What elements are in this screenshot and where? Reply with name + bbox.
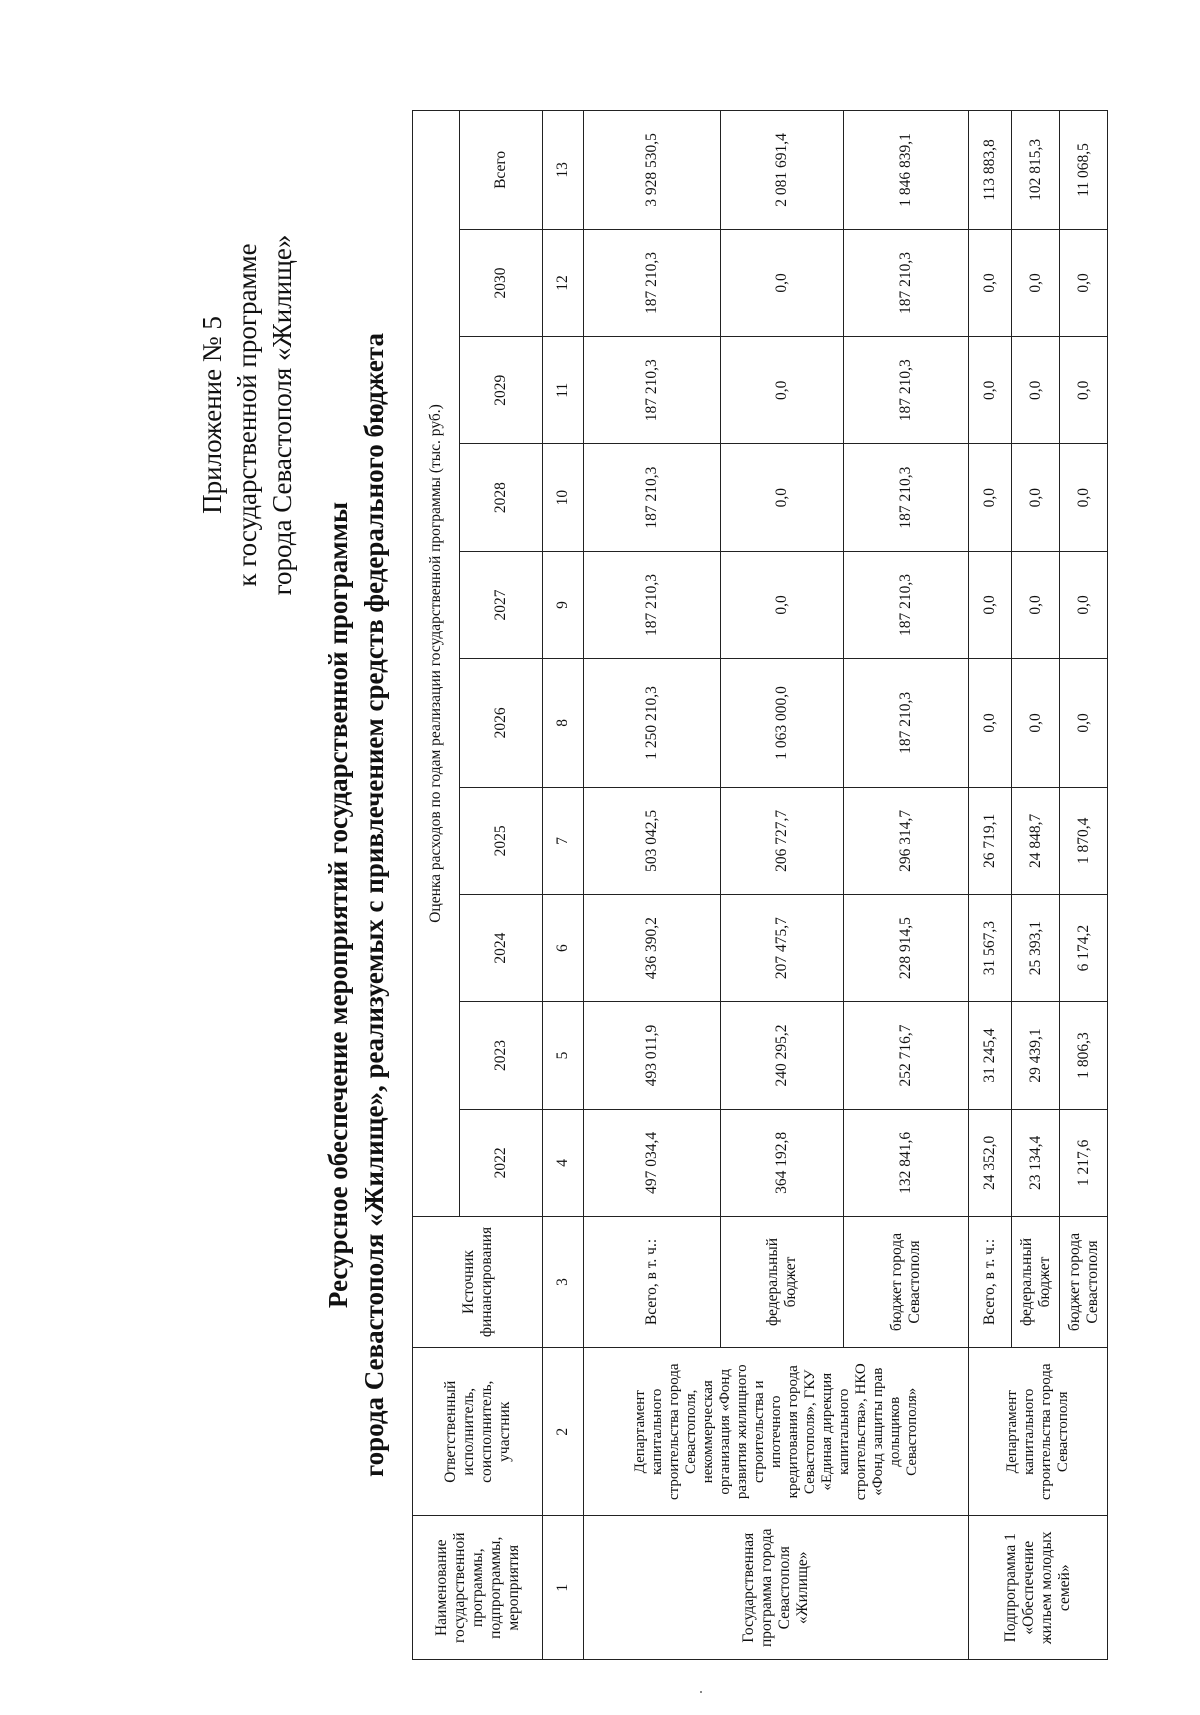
value-cell: 497 034,4 bbox=[584, 1109, 721, 1216]
resource-table bbox=[412, 110, 1108, 1660]
column-number: 2 bbox=[543, 1348, 584, 1516]
appendix-line-city: города Севастополя «Жилище» bbox=[267, 234, 297, 596]
year-header: 2028 bbox=[460, 444, 543, 551]
column-number: 6 bbox=[543, 894, 584, 1001]
column-number-row bbox=[543, 111, 584, 1660]
document-title bbox=[320, 215, 392, 1595]
year-header: 2026 bbox=[460, 659, 543, 788]
header-row-top bbox=[413, 111, 460, 1660]
column-number: 9 bbox=[543, 551, 584, 658]
value-cell: 0,0 bbox=[1012, 659, 1060, 788]
value-cell: 187 210,3 bbox=[844, 229, 969, 336]
value-cell: 0,0 bbox=[721, 229, 844, 336]
subprogram-name: Подпрограмма 1 «Обеспечение жильем молодых семей» bbox=[969, 1516, 1108, 1660]
value-cell: 0,0 bbox=[1060, 659, 1108, 788]
value-cell: 364 192,8 bbox=[721, 1109, 844, 1216]
value-cell: 493 011,9 bbox=[584, 1002, 721, 1109]
value-cell: 0,0 bbox=[1060, 337, 1108, 444]
total-header: Всего bbox=[460, 111, 543, 230]
value-cell: 23 134,4 bbox=[1012, 1109, 1060, 1216]
column-number: 3 bbox=[543, 1216, 584, 1347]
program-executor: Департамент капитального строительства города Севастополя, некоммерческая организация «Фонд развития жилищного строительства и ипотечного кредитования города Севастополя», ГКУ «Единая дирекция капитального строительства», НКО «Фонд защиты прав дольщиков Севастополя» bbox=[584, 1348, 969, 1516]
funding-source: федеральный бюджет bbox=[1012, 1216, 1060, 1347]
appendix-number: Приложение № 5 bbox=[197, 316, 227, 514]
value-cell: 1 870,4 bbox=[1060, 787, 1108, 894]
value-cell: 0,0 bbox=[1012, 229, 1060, 336]
value-cell: 1 063 000,0 bbox=[721, 659, 844, 788]
column-number: 5 bbox=[543, 1002, 584, 1109]
year-header: 2030 bbox=[460, 229, 543, 336]
value-cell: 503 042,5 bbox=[584, 787, 721, 894]
value-cell: 0,0 bbox=[1060, 551, 1108, 658]
value-cell: 207 475,7 bbox=[721, 894, 844, 1001]
value-cell: 0,0 bbox=[969, 659, 1012, 788]
value-cell: 296 314,7 bbox=[844, 787, 969, 894]
value-cell: 0,0 bbox=[721, 337, 844, 444]
year-header: 2022 bbox=[460, 1109, 543, 1216]
value-cell: 1 806,3 bbox=[1060, 1002, 1108, 1109]
value-cell: 187 210,3 bbox=[844, 444, 969, 551]
column-number: 10 bbox=[543, 444, 584, 551]
value-cell: 187 210,3 bbox=[584, 229, 721, 336]
value-cell: 187 210,3 bbox=[584, 337, 721, 444]
value-cell: 24 352,0 bbox=[969, 1109, 1012, 1216]
value-cell: 252 716,7 bbox=[844, 1002, 969, 1109]
value-cell: 0,0 bbox=[1012, 444, 1060, 551]
value-cell: 1 250 210,3 bbox=[584, 659, 721, 788]
value-cell: 31 245,4 bbox=[969, 1002, 1012, 1109]
column-number: 13 bbox=[543, 111, 584, 230]
value-cell: 0,0 bbox=[1012, 337, 1060, 444]
header-source: Источник финансирования bbox=[413, 1216, 543, 1347]
value-cell: 228 914,5 bbox=[844, 894, 969, 1001]
value-cell: 187 210,3 bbox=[584, 551, 721, 658]
funding-source: бюджет города Севастополя bbox=[844, 1216, 969, 1347]
funding-source: бюджет города Севастополя bbox=[1060, 1216, 1108, 1347]
total-cell: 102 815,3 bbox=[1012, 111, 1060, 230]
value-cell: 436 390,2 bbox=[584, 894, 721, 1001]
total-cell: 3 928 530,5 bbox=[584, 111, 721, 230]
value-cell: 132 841,6 bbox=[844, 1109, 969, 1216]
value-cell: 0,0 bbox=[1060, 229, 1108, 336]
value-cell: 0,0 bbox=[721, 551, 844, 658]
total-cell: 2 081 691,4 bbox=[721, 111, 844, 230]
value-cell: 206 727,7 bbox=[721, 787, 844, 894]
value-cell: 0,0 bbox=[1060, 444, 1108, 551]
value-cell: 0,0 bbox=[969, 444, 1012, 551]
subprogram-executor: Департамент капитального строительства города Севастополя bbox=[969, 1348, 1108, 1516]
total-cell: 113 883,8 bbox=[969, 111, 1012, 230]
total-cell: 11 068,5 bbox=[1060, 111, 1108, 230]
table-row bbox=[584, 111, 721, 1660]
value-cell: 187 210,3 bbox=[584, 444, 721, 551]
title-line-1: Ресурсное обеспечение мероприятий государственной программы bbox=[323, 501, 353, 1309]
value-cell: 187 210,3 bbox=[844, 337, 969, 444]
value-cell: 0,0 bbox=[969, 337, 1012, 444]
funding-source: Всего, в т. ч.: bbox=[969, 1216, 1012, 1347]
year-header: 2027 bbox=[460, 551, 543, 658]
value-cell: 0,0 bbox=[969, 229, 1012, 336]
value-cell: 1 217,6 bbox=[1060, 1109, 1108, 1216]
column-number: 1 bbox=[543, 1516, 584, 1660]
year-header: 2024 bbox=[460, 894, 543, 1001]
year-header: 2025 bbox=[460, 787, 543, 894]
title-line-2: города Севастополя «Жилище», реализуемых с привлечением средств федерального бюджета bbox=[359, 333, 389, 1477]
value-cell: 25 393,1 bbox=[1012, 894, 1060, 1001]
header-name: Наименование государственной программы, подпрограммы, мероприятия bbox=[413, 1516, 543, 1660]
column-number: 11 bbox=[543, 337, 584, 444]
header-estimate: Оценка расходов по годам реализации государственной программы (тыс. руб.) bbox=[413, 111, 460, 1217]
value-cell: 0,0 bbox=[1012, 551, 1060, 658]
column-number: 8 bbox=[543, 659, 584, 788]
year-header: 2029 bbox=[460, 337, 543, 444]
funding-source: Всего, в т. ч.: bbox=[584, 1216, 721, 1347]
column-number: 7 bbox=[543, 787, 584, 894]
value-cell: 26 719,1 bbox=[969, 787, 1012, 894]
appendix-line-program: к государственной программе bbox=[232, 243, 262, 587]
scan-speck bbox=[700, 1691, 702, 1693]
year-header: 2023 bbox=[460, 1002, 543, 1109]
table-row bbox=[969, 111, 1012, 1660]
column-number: 12 bbox=[543, 229, 584, 336]
value-cell: 0,0 bbox=[721, 444, 844, 551]
value-cell: 240 295,2 bbox=[721, 1002, 844, 1109]
value-cell: 0,0 bbox=[969, 551, 1012, 658]
value-cell: 6 174,2 bbox=[1060, 894, 1108, 1001]
funding-source: федеральный бюджет bbox=[721, 1216, 844, 1347]
appendix-note bbox=[195, 115, 300, 715]
value-cell: 24 848,7 bbox=[1012, 787, 1060, 894]
value-cell: 29 439,1 bbox=[1012, 1002, 1060, 1109]
header-executor: Ответственный исполнитель, соисполнитель, участник bbox=[413, 1348, 543, 1516]
value-cell: 31 567,3 bbox=[969, 894, 1012, 1001]
value-cell: 187 210,3 bbox=[844, 659, 969, 788]
column-number: 4 bbox=[543, 1109, 584, 1216]
program-name: Государственная программа города Севастополя «Жилище» bbox=[584, 1516, 969, 1660]
total-cell: 1 846 839,1 bbox=[844, 111, 969, 230]
value-cell: 187 210,3 bbox=[844, 551, 969, 658]
